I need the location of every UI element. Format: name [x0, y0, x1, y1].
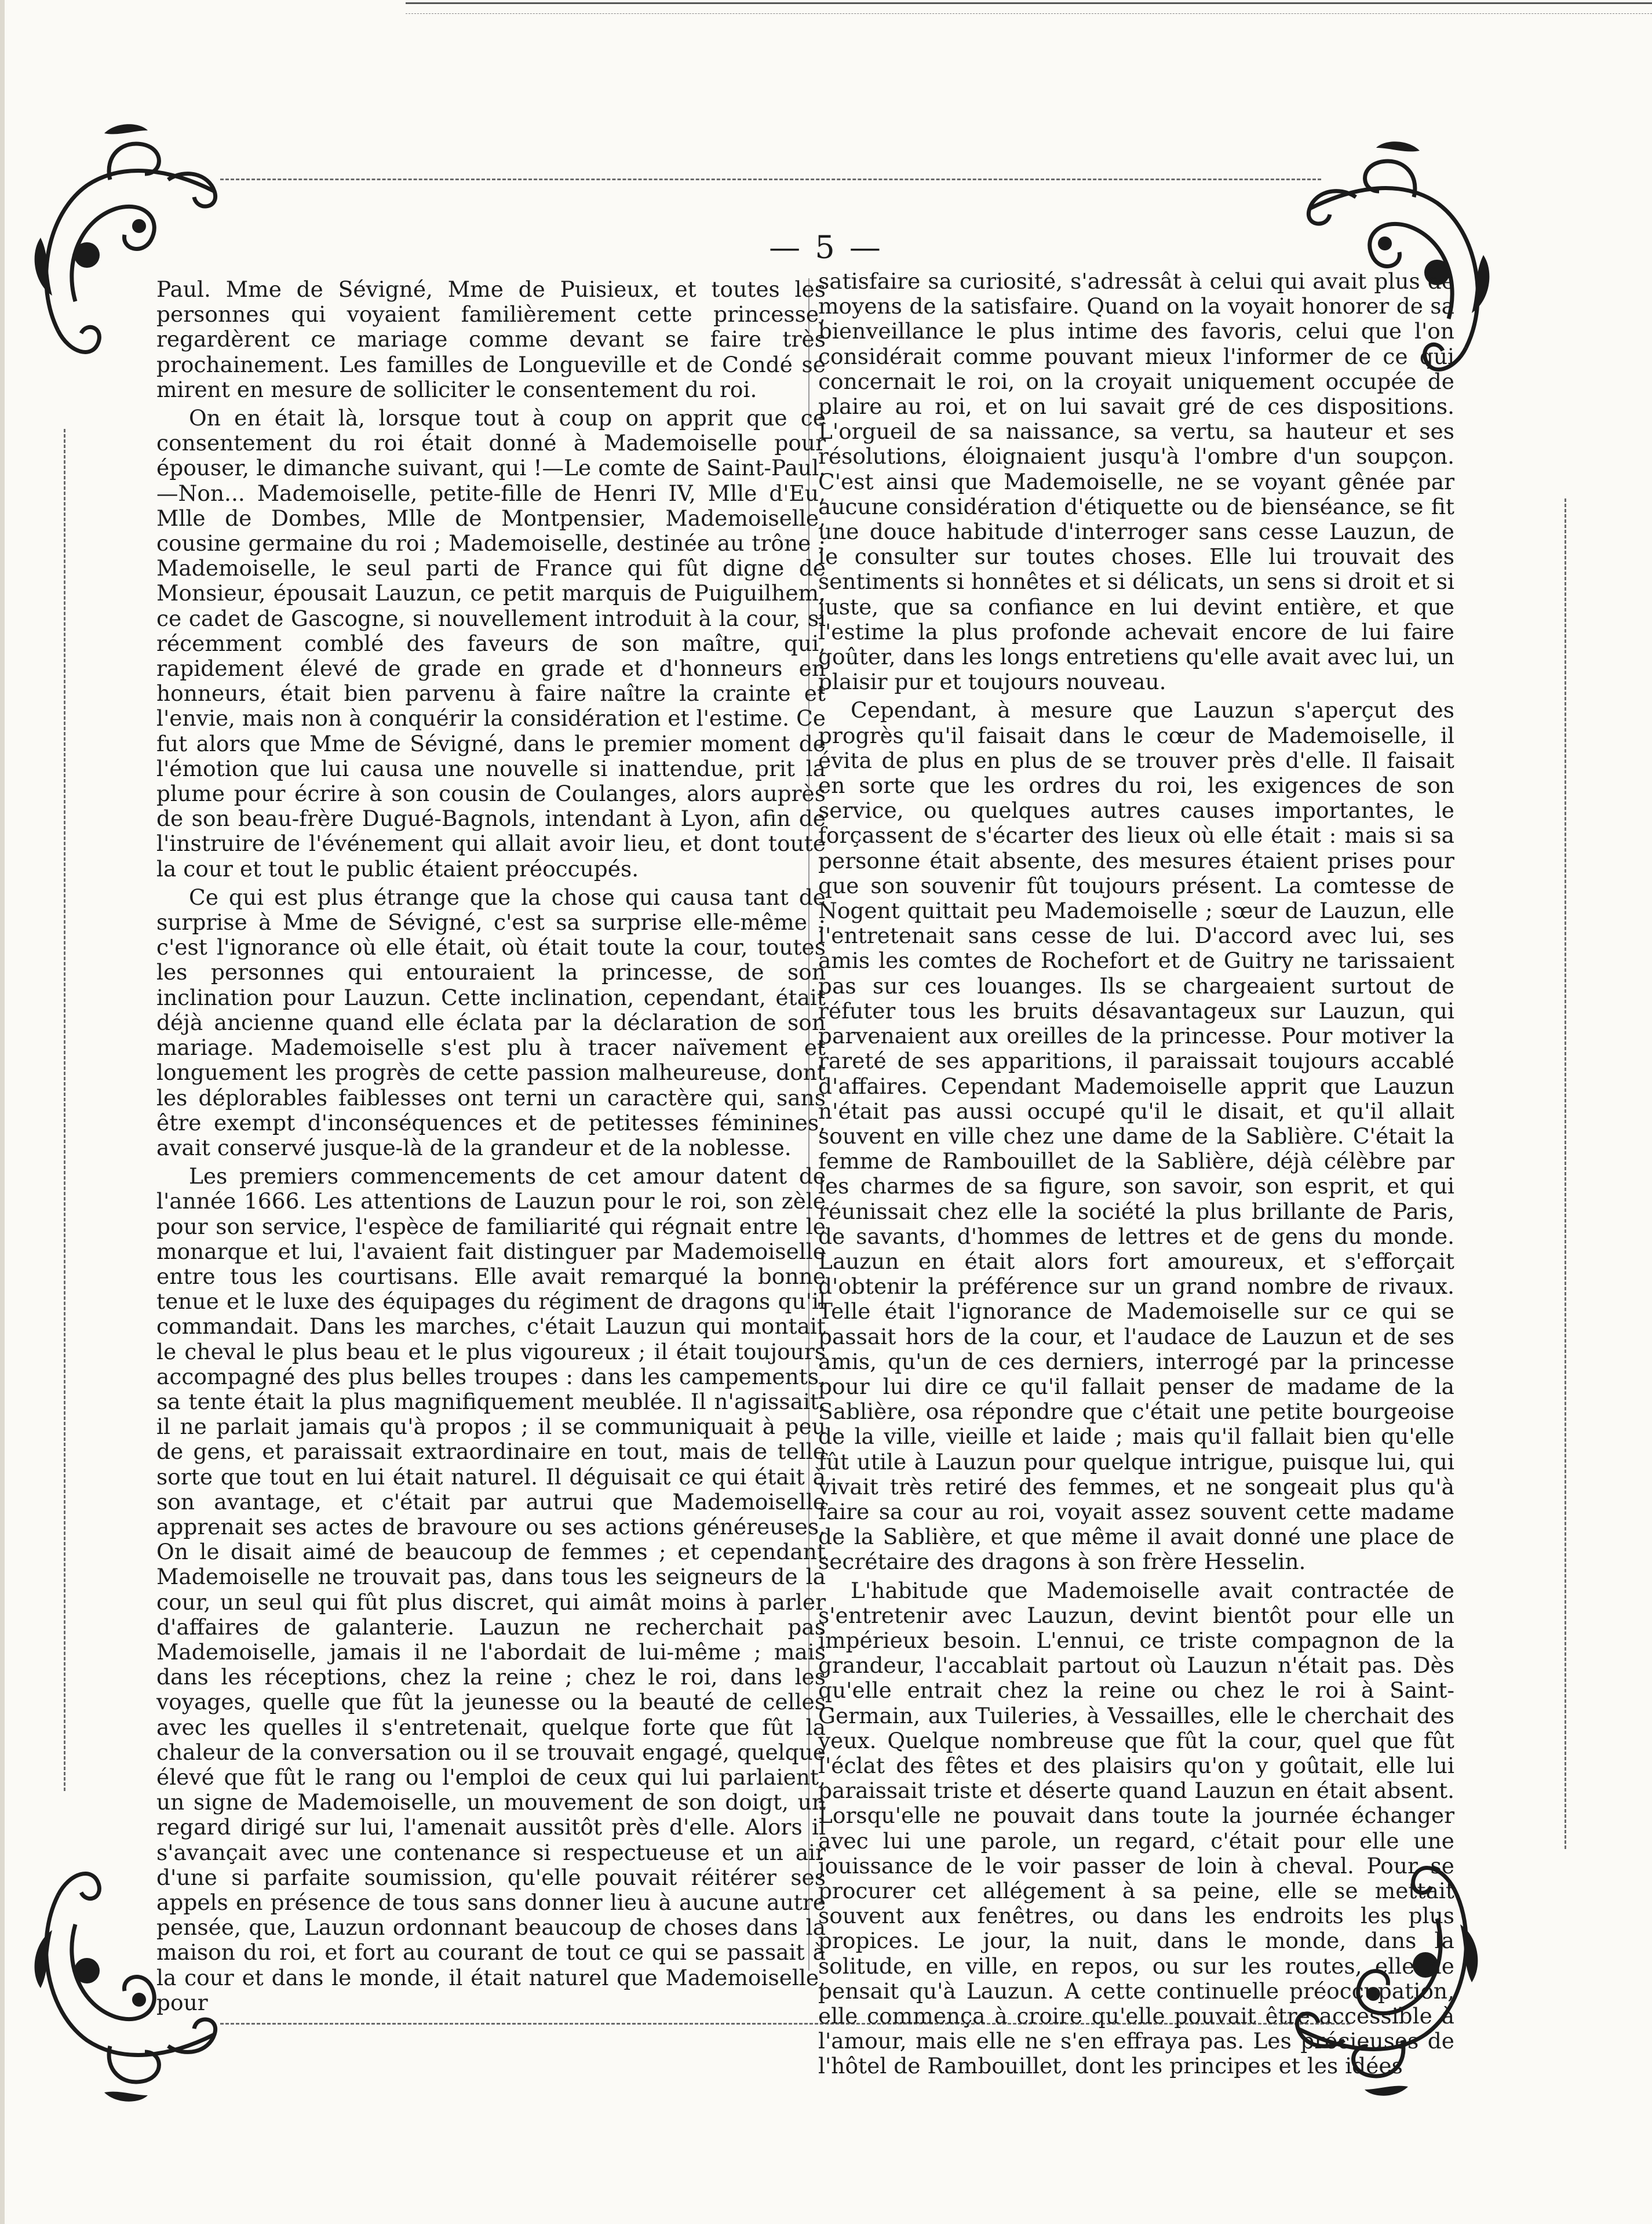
page-edge-shadow	[0, 0, 5, 2224]
frame-border-right	[1565, 498, 1566, 1849]
paragraph: Les premiers commencements de cet amour datent de l'année 1666. Les attentions de Lauzun pour le roi, son zèle pour son service, l'espèce de familiarité qui régnait entre le monarque et lui, l'avaient fait distinguer par Mademoiselle entre tous les courtisans. Elle avait remarqué la bonne tenue et le luxe des équipages du régiment de dragons qu'il commandait. Dans les marches, c'était Lauzun qui montait le cheval le plus beau et le plus vigoureux ; il était toujours accompagné des plus belles troupes : dans les campements, sa tente était la plus magnifiquement meublée. Il n'agissait, il ne parlait jamais qu'à propos ; il se communiquait à peu de gens, et paraissait extraordinaire en tout, mais de telle sorte que tout en lui était naturel. Il déguisait ce qui était à son avantage, et c'était par autrui que Mademoiselle apprenait ses actes de bravoure ou ses actions généreuses. On le disait aimé de beaucoup de femmes ; et cependant Mademoiselle ne trouvait pas, dans tous les seigneurs de la cour, un seul qui fût plus discret, qui aimât moins à parler d'affaires de galanterie. Lauzun ne recherchait pas Mademoiselle, jamais il ne l'abordait de lui-même ; mais dans les réceptions, chez la reine ; chez le roi, dans les voyages, quelle que fût la jeunesse ou la beauté de celles avec les quelles il s'entretenait, quelque forte que fût la chaleur de la conversation ou il se trouvait engagé, quelque élevé que fût le rang ou l'emploi de ceux qui lui parlaient, un signe de Mademoiselle, un mouvement de son doigt, un regard dirigé sur lui, l'amenait aussitôt près d'elle. Alors il s'avançait avec une contenance si respectueuse et un air d'une si parfaite soumission, qu'elle pouvait réitérer ses appels en présence de tous sans donner lieu à aucune autre pensée, que, Lauzun ordonnant beaucoup de choses dans la maison du roi, et fort au courant de tout ce qui se passait à la cour et dans le monde, il était naturel que Mademoiselle, pour	[156, 1163, 826, 2015]
top-rule	[406, 2, 1652, 14]
right-column	[818, 269, 1454, 2079]
page-number: — 5 —	[769, 229, 883, 265]
frame-border-top	[220, 179, 1321, 180]
paragraph: Paul. Mme de Sévigné, Mme de Puisieux, et toutes les personnes qui voyaient familièrement cette princesse, regardèrent ce mariage comme devant se faire très prochainement. Les familles de Longueville et de Condé se mirent en mesure de solliciter le consentement du roi.	[156, 276, 826, 402]
frame-border-left	[64, 429, 65, 1791]
paragraph: Cependant, à mesure que Lauzun s'aperçut des progrès qu'il faisait dans le cœur de Mademoiselle, il évita de plus en plus de se trouver près d'elle. Il faisait en sorte que les ordres du roi, les exigences de son service, ou quelques autres causes importantes, le forçassent de s'écarter des lieux où elle était : mais si sa personne était absente, des mesures étaient prises pour que son souvenir fût toujours présent. La comtesse de Nogent quittait peu Mademoiselle ; sœur de Lauzun, elle l'entretenait sans cesse de lui. D'accord avec lui, ses amis les comtes de Rochefort et de Guitry ne tarissaient pas sur ces louanges. Ils se chargeaient surtout de réfuter tous les bruits désavantageux sur Lauzun, qui parvenaient aux oreilles de la princesse. Pour motiver la rareté de ses apparitions, il paraissait toujours accablé d'affaires. Cependant Mademoiselle apprit que Lauzun n'était pas aussi occupé qu'il le disait, et qu'il allait souvent en ville chez une dame de la Sablière. C'était la femme de Rambouillet de la Sablière, déjà célèbre par les charmes de sa figure, son savoir, son esprit, et qui réunissait chez elle la société la plus brillante de Paris, de savants, d'hommes de lettres et de gens du monde. Lauzun en était alors fort amoureux, et s'efforçait d'obtenir la préférence sur un grand nombre de rivaux. Telle était l'ignorance de Mademoiselle sur ce qui se passait hors de la cour, et l'audace de Lauzun et de ses amis, qu'un de ces derniers, interrogé par la princesse pour lui dire ce qu'il fallait penser de madame de la Sablière, osa répondre que c'était une petite bourgeoise de la ville, vieille et laide ; mais qu'il fallait bien qu'elle fût utile à Lauzun pour quelque intrigue, puisque lui, qui vivait très retiré des femmes, et ne songeait plus qu'à faire sa cour au roi, voyait assez souvent cette madame de la Sablière, et que même il avait donné une place de secrétaire des dragons à son frère Hesselin.	[818, 697, 1454, 1575]
paragraph: On en était là, lorsque tout à coup on apprit que ce consentement du roi était donné à Mademoiselle pour épouser, le dimanche suivant, qui !—Le comte de Saint-Paul.—Non... Mademoiselle, petite-fille de Henri IV, Mlle d'Eu, Mlle de Dombes, Mlle de Montpensier, Mademoiselle, cousine germaine du roi ; Mademoiselle, destinée au trône ; Mademoiselle, le seul parti de France qui fût digne de Monsieur, épousait Lauzun, ce petit marquis de Puiguilhem, ce cadet de Gascogne, si nouvellement introduit à la cour, si récemment comblé des faveurs de son maître, qui, rapidement élevé de grade en grade et d'honneurs en honneurs, était bien parvenu à faire naître la crainte et l'envie, mais non à conquérir la considération et l'estime. Ce fut alors que Mme de Sévigné, dans le premier moment de l'émotion que lui causa une nouvelle si inattendue, prit la plume pour écrire à son cousin de Coulanges, alors auprès de son beau-frère Dugué-Bagnols, intendant à Lyon, afin de l'instruire de l'événement qui allait avoir lieu, et dont toute la cour et tout le public étaient préoccupés.	[156, 405, 826, 882]
paragraph: Ce qui est plus étrange que la chose qui causa tant de surprise à Mme de Sévigné, c'est sa surprise elle-même ; c'est l'ignorance où elle était, où était toute la cour, toutes les personnes qui entouraient la princesse, de son inclination pour Lauzun. Cette inclination, cependant, était déjà ancienne quand elle éclata par la déclaration de son mariage. Mademoiselle s'est plu à tracer naïvement et longuement les progrès de cette passion malheureuse, dont les déplorables faiblesses ont terni un caractère qui, sans être exempt d'inconséquences et de petitesses féminines, avait conservé jusque-là de la grandeur et de la noblesse.	[156, 884, 826, 1160]
paragraph: satisfaire sa curiosité, s'adressât à celui qui avait plus de moyens de la satisfaire. Quand on la voyait honorer de sa bienveillance le plus intime des favoris, celui que l'on considérait comme pouvant mieux l'informer de ce qui concernait le roi, on la croyait uniquement occupée de plaire au roi, et on lui savait gré de ces dispositions. L'orgueil de sa naissance, sa vertu, sa hauteur et ses résolutions, éloignaient jusqu'à l'ombre d'un soupçon. C'est ainsi que Mademoiselle, ne se voyant gênée par aucune considération d'étiquette ou de bienséance, se fit une douce habitude d'interroger sans cesse Lauzun, de le consulter sur toutes choses. Elle lui trouvait des sentiments si honnêtes et si délicats, un sens si droit et si juste, que sa confiance en lui devint entière, et que l'estime la plus profonde achevait encore de lui faire goûter, dans les longs entretiens qu'elle avait avec lui, un plaisir pur et toujours nouveau.	[818, 268, 1454, 695]
paragraph: L'habitude que Mademoiselle avait contractée de s'entretenir avec Lauzun, devint bientôt pour elle un impérieux besoin. L'ennui, ce triste compagnon de la grandeur, l'accablait partout où Lauzun n'était pas. Dès qu'elle entrait chez la reine ou chez le roi à Saint-Germain, aux Tuileries, à Vessailles, elle le cherchait des yeux. Quelque nombreuse que fût la cour, quel que fût l'éclat des fêtes et des plaisirs qu'on y goûtait, elle lui paraissait triste et déserte quand Lauzun en était absent. Lorsqu'elle ne pouvait dans toute la journée échanger avec lui une parole, un regard, c'était pour elle une jouissance de le voir passer de loin à cheval. Pour se procurer cet allégement à sa peine, elle se mettait souvent aux fenêtres, ou dans les endroits les plus propices. Le jour, la nuit, dans le monde, dans la solitude, en ville, en repos, ou sur les routes, elle ne pensait qu'à Lauzun. A cette continuelle préoccupation, elle commença à croire qu'elle pouvait être accessible à l'amour, mais elle ne s'en effraya pas. Les précieuses de l'hôtel de Rambouillet, dont les principes et les idées	[818, 1577, 1454, 2079]
left-column	[156, 277, 826, 2015]
